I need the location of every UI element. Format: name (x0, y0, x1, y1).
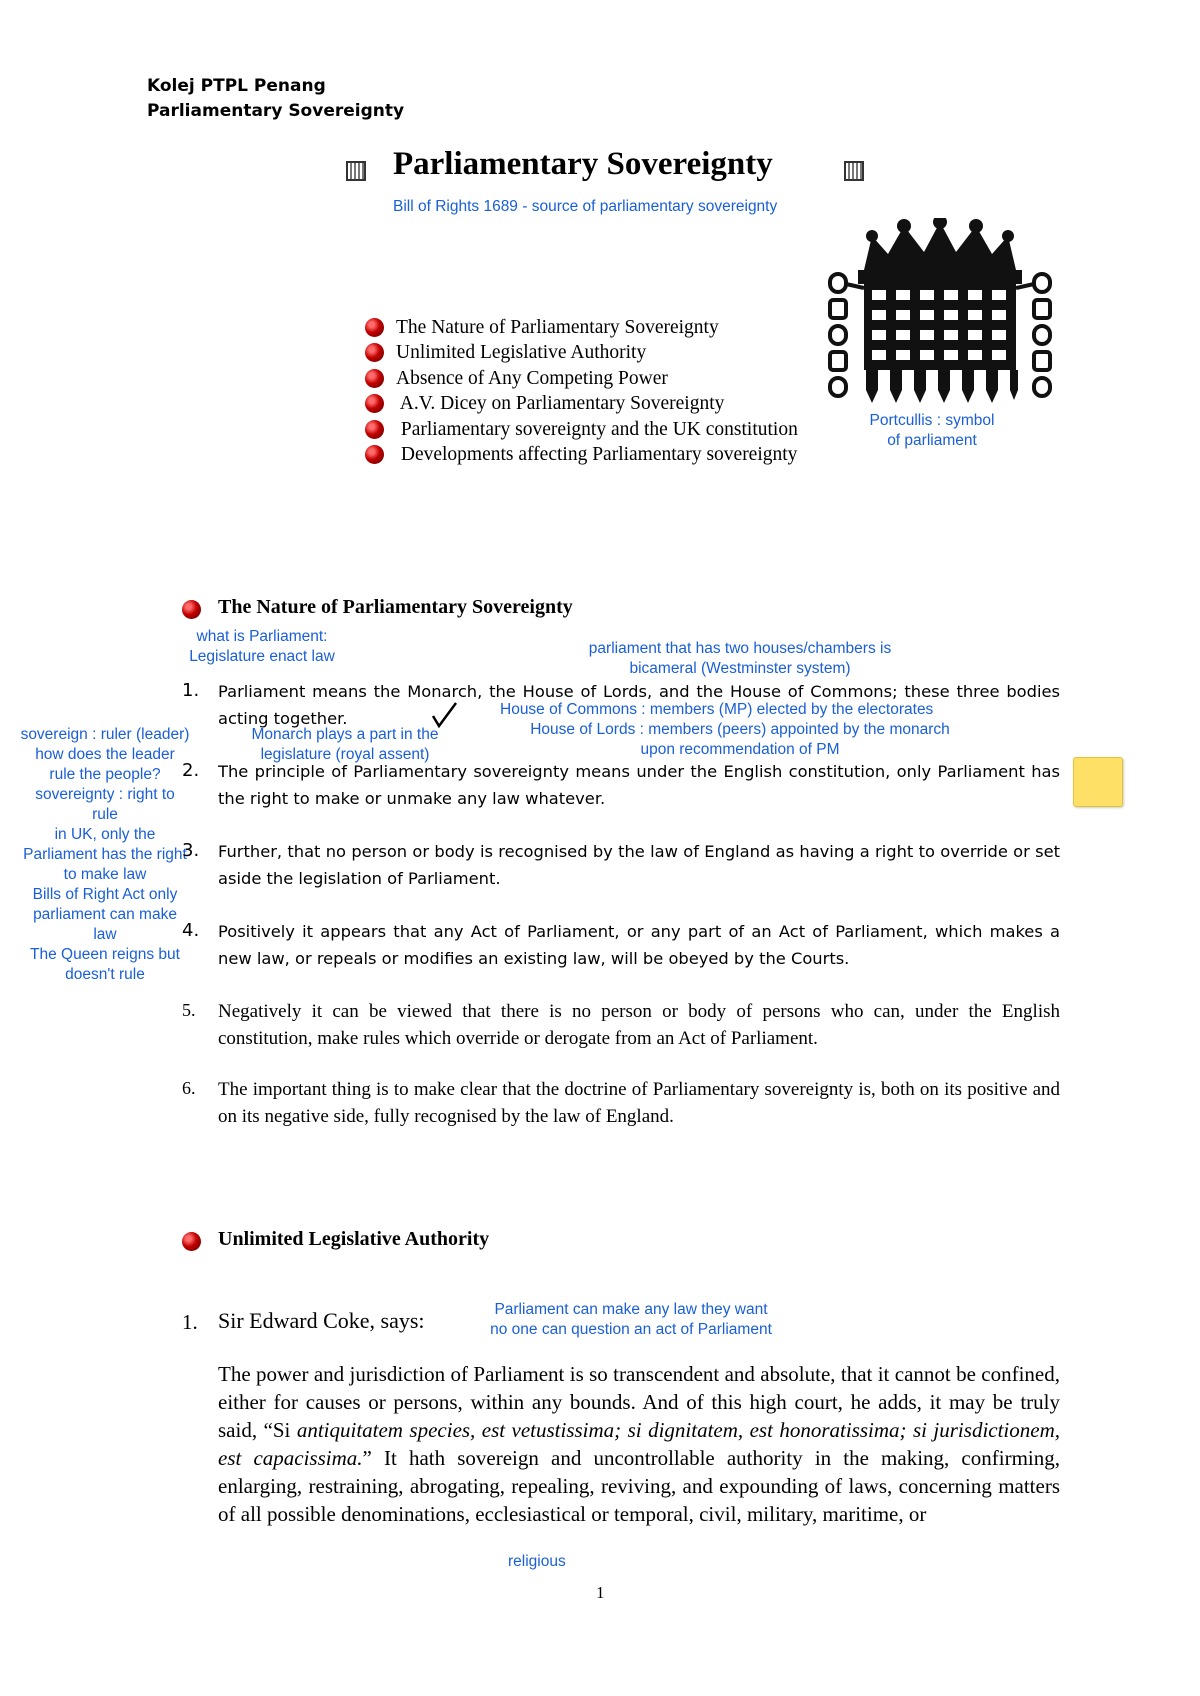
note-coke: Parliament can make any law they want no one can question an act of Parliament (490, 1301, 772, 1338)
note-bill-of-rights: Bill of Rights 1689 - source of parliamentary sovereignty (393, 198, 778, 215)
toc-item: Absence of Any Competing Power (396, 368, 668, 389)
item-number: 5. (182, 1000, 196, 1020)
section-bullet-icon (182, 600, 201, 619)
toc-item: A.V. Dicey on Parliamentary Sovereignty (396, 393, 725, 414)
note-portcullis: Portcullis : symbol of parliament (869, 412, 995, 449)
college-name: Kolej PTPL Penang (147, 76, 326, 96)
note-religious: religious (508, 1553, 566, 1570)
portcullis-icon (824, 218, 1056, 418)
item-number: 1. (182, 680, 200, 701)
toc-item: Unlimited Legislative Authority (396, 342, 647, 363)
sticky-note-icon[interactable] (1073, 757, 1123, 807)
toc-item: The Nature of Parliamentary Sovereignty (396, 317, 719, 338)
page-number: 1 (596, 1583, 605, 1602)
toc-item: Parliamentary sovereignty and the UK constitution (396, 419, 798, 440)
item-number: 6. (182, 1078, 196, 1098)
toc-bullet-icon (365, 318, 384, 337)
nature-item-5: Negatively it can be viewed that there is no person or body of persons who can, under the English constitution, make rules which override or derogate from an Act of Parliament. (218, 1001, 1060, 1049)
nature-item-1: Parliament means the Monarch, the House of Lords, and the House of Commons; these three bodies acting together. (218, 682, 1060, 728)
toc-bullet-icon (365, 394, 384, 413)
section-title-unlimited: Unlimited Legislative Authority (218, 1228, 490, 1250)
note-what-parliament: what is Parliament: Legislature enact law (189, 628, 335, 665)
title-right-icon (844, 161, 864, 181)
title-left-icon (346, 161, 366, 181)
toc-bullet-icon (365, 420, 384, 439)
nature-item-3: Further, that no person or body is recognised by the law of England as having a right to override or set aside the legislation of Parliament. (218, 842, 1060, 888)
note-lords: House of Lords : members (peers) appointed by the monarch upon recommendation of PM (530, 721, 950, 758)
note-bicameral: parliament that has two houses/chambers is bicameral (Westminster system) (588, 640, 892, 677)
item-number: 1. (182, 1310, 198, 1334)
note-sidebar-sovereignty: sovereign : ruler (leader) how does the leader rule the people? sovereignty : right to rule in UK, only the Parliament has the right to make law Bills of Right Act only parliament can make law The Queen reigns but doesn't rule (20, 726, 190, 983)
coke-intro: Sir Edward Coke, says: (218, 1308, 425, 1333)
toc-bullet-icon (365, 343, 384, 362)
coke-quote: The power and jurisdiction of Parliament is so transcendent and absolute, that it cannot be confined, either for causes or persons, within any bounds. And of this high court, he adds, it may be truly said, “Si antiquitatem species, est vetustissima; si dignitatem, est honoratissima; si jurisdictionem, est capacissima.” It hath sovereign and uncontrollable authority in the making, confirming, enlarging, restraining, abrogating, repealing, reviving, and expounding of laws, concerning matters of all possible denominations, ecclesiastical or temporal, civil, military, maritime, or (218, 1362, 1061, 1526)
nature-item-2: The principle of Parliamentary sovereignty means under the English constitution, only Parliament has the right to make or unmake any law whatever. (218, 762, 1060, 808)
note-monarch: Monarch plays a part in the legislature (royal assent) (251, 726, 439, 763)
section-title-nature: The Nature of Parliamentary Sovereignty (218, 596, 573, 618)
toc-bullet-icon (365, 369, 384, 388)
page-title: Parliamentary Sovereignty (393, 146, 773, 182)
item-number: 4. (182, 920, 200, 941)
section-bullet-icon (182, 1232, 201, 1251)
toc-item: Developments affecting Parliamentary sovereignty (396, 444, 798, 465)
item-number: 3. (182, 840, 200, 861)
nature-item-4: Positively it appears that any Act of Parliament, or any part of an Act of Parliament, which makes a new law, or repeals or modifies an existing law, will be obeyed by the Courts. (218, 922, 1060, 968)
checkmark-icon (430, 700, 458, 728)
header-subject: Parliamentary Sovereignty (147, 101, 405, 121)
nature-item-6: The important thing is to make clear that the doctrine of Parliamentary sovereignty is, both on its positive and on its negative side, fully recognised by the law of England. (218, 1079, 1060, 1127)
toc-bullet-icon (365, 445, 384, 464)
item-number: 2. (182, 760, 200, 781)
note-commons: House of Commons : members (MP) elected by the electorates (500, 701, 934, 718)
